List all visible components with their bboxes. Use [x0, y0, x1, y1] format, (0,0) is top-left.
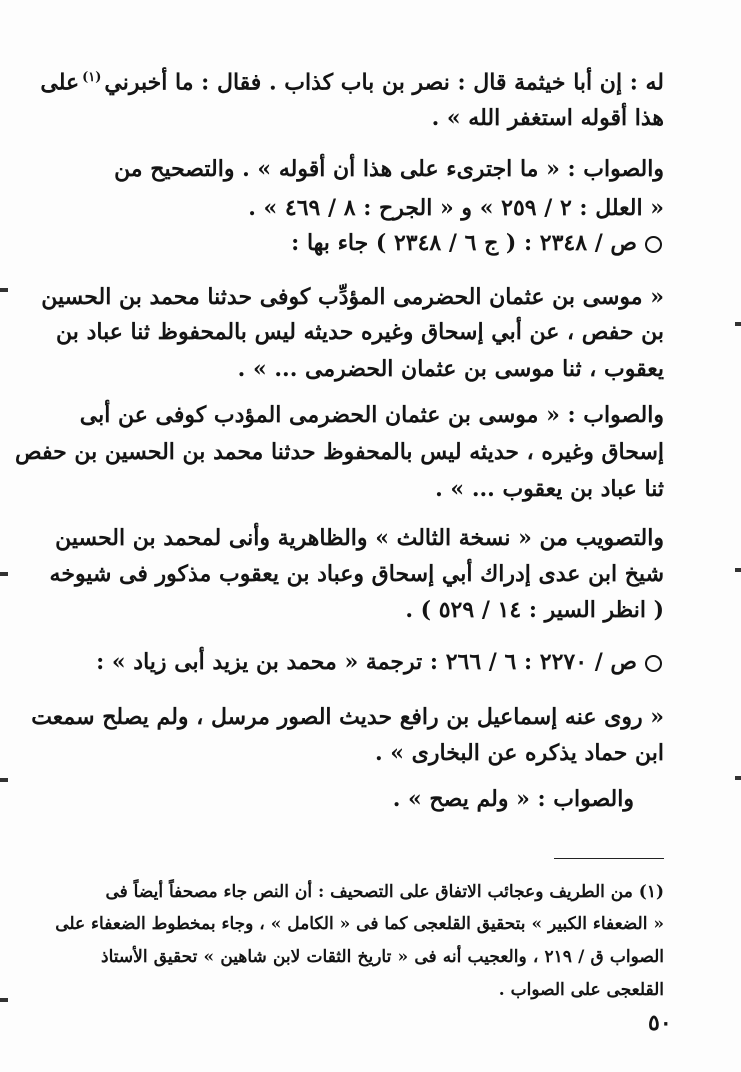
text-line: والصواب : « ولم يصح » .: [392, 786, 634, 812]
text-segment: ص / ٢٣٤٨ : ( ج ٦ / ٢٣٤٨ ) جاء بها :: [291, 230, 637, 256]
text-line: « روى عنه إسماعيل بن رافع حديث الصور مرسل ، ولم يصلح سمعت: [31, 704, 664, 730]
text-line: يعقوب ، ثنا موسى بن عثمان الحضرمى ... » .: [237, 356, 664, 382]
text-line: [96, 648, 664, 676]
text-line: [40, 64, 664, 96]
text-line: والصواب : « ما اجترىء على هذا أن أقوله » . والتصحيح من: [114, 156, 664, 182]
circle-bullet-icon: [645, 655, 662, 672]
text-segment: على: [40, 69, 80, 96]
scan-edge-mark: [735, 322, 741, 326]
text-line: ( انظر السير : ١٤ / ٥٢٩ ) .: [405, 597, 664, 623]
scan-edge-mark: [0, 778, 8, 782]
text-line: « العلل : ٢ / ٢٥٩ » و « الجرح : ٨ / ٤٦٩ » .: [248, 195, 664, 221]
scan-edge-mark: [735, 776, 741, 780]
text-segment: له : إن أبا خيثمة قال : نصر بن باب كذاب . فقال : ما أخبرني: [104, 69, 664, 96]
scan-edge-mark: [0, 998, 8, 1002]
footnote-reference: (١): [82, 70, 102, 85]
text-line: « موسى بن عثمان الحضرمى المؤدِّب كوفى حدثنا محمد بن الحسين: [41, 284, 664, 310]
text-line: شيخ ابن عدى إدراك أبي إسحاق وعباد بن يعقوب مذكور فى شيوخه: [49, 561, 664, 587]
footnote-line: القلعجى على الصواب .: [498, 980, 664, 1000]
text-line: بن حفص ، عن أبي إسحاق وغيره حديثه ليس بالمحفوظ ثنا عباد بن: [56, 319, 664, 345]
text-line: هذا أقوله استغفر الله » .: [431, 105, 664, 131]
scan-edge-mark: [0, 288, 8, 292]
scan-edge-mark: [0, 572, 8, 576]
text-line: [291, 229, 664, 257]
text-line: إسحاق وغيره ، حديثه ليس بالمحفوظ حدثنا محمد بن الحسين بن حفص: [15, 439, 664, 465]
text-line: ابن حماد يذكره عن البخارى » .: [374, 740, 664, 766]
text-line: ثنا عباد بن يعقوب ... » .: [435, 476, 664, 502]
text-line: والتصويب من « نسخة الثالث » والظاهرية وأنى لمحمد بن الحسين: [55, 525, 664, 551]
footnote-line: « الضعفاء الكبير » بتحقيق القلعجى كما فى « الكامل » ، وجاء بمخطوط الضعفاء على: [55, 914, 664, 934]
footnote-line: الصواب ق / ٢١٩ ، والعجيب أنه فى « تاريخ الثقات لابن شاهين » تحقيق الأستاذ: [101, 947, 664, 967]
circle-bullet-icon: [645, 236, 662, 253]
footnote-line: (١) من الطريف وعجائب الاتفاق على التصحيف : أن النص جاء مصحفاً أيضاً فى: [105, 882, 664, 902]
footnote-separator: [554, 858, 664, 859]
text-line: والصواب : « موسى بن عثمان الحضرمى المؤدب كوفى عن أبى: [79, 402, 664, 428]
page-number: ٥٠: [648, 1010, 672, 1036]
text-segment: ص / ٢٢٧٠ : ٦ / ٢٦٦ : ترجمة « محمد بن يزيد أبى زياد » :: [96, 649, 637, 675]
scan-edge-mark: [735, 568, 741, 572]
